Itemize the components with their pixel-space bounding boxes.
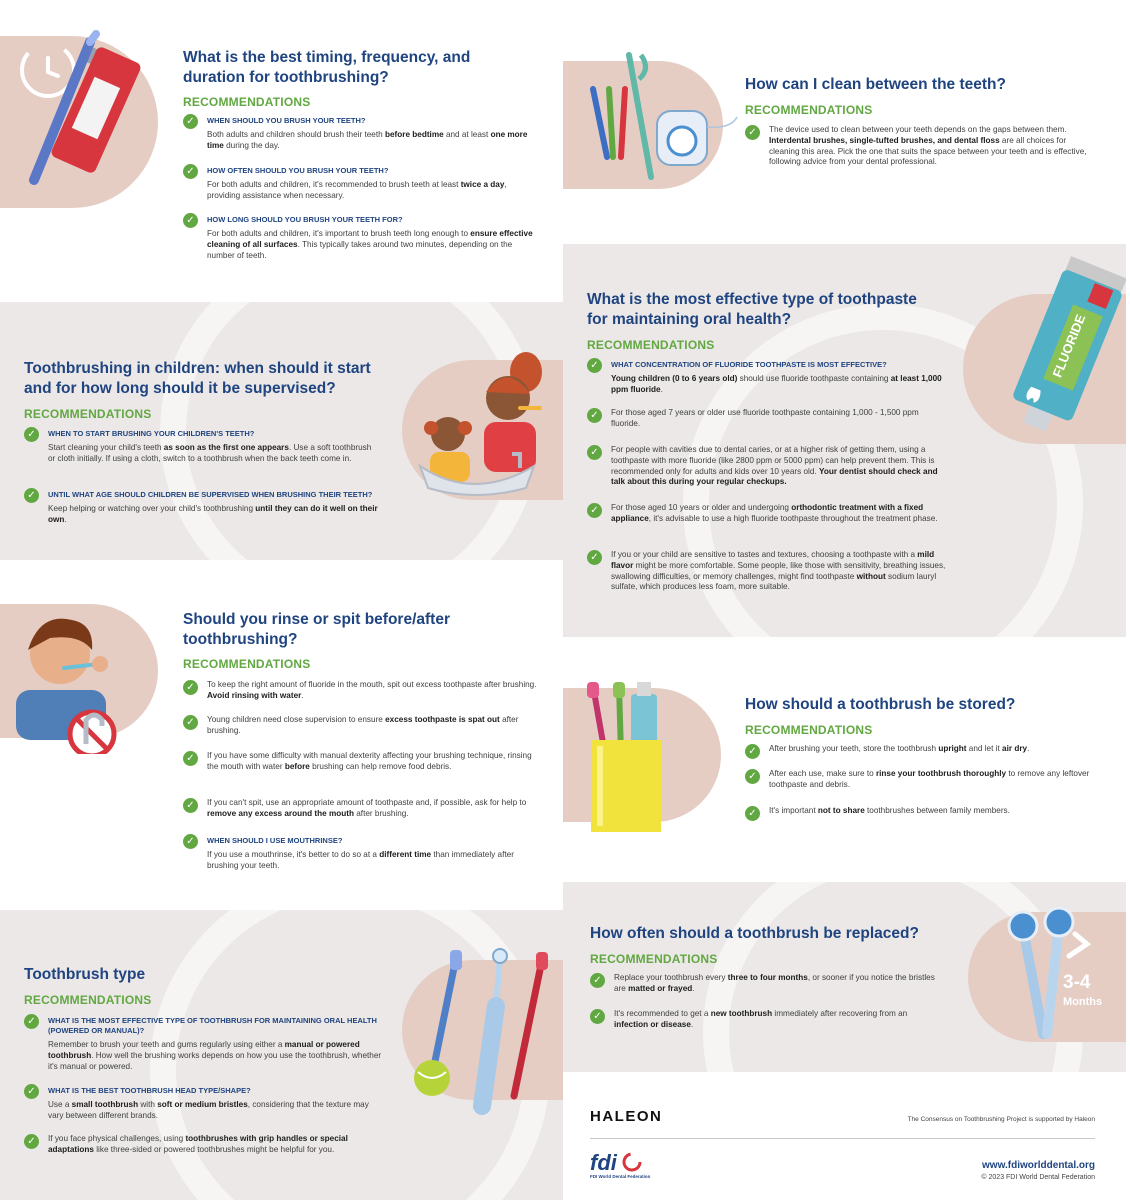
check-icon: ✓ — [587, 358, 602, 373]
item-text: Young children (0 to 6 years old) should use fluoride toothpaste containing at least 1,000 ppm fluoride. — [611, 374, 942, 394]
type-item-3 — [24, 1134, 384, 1156]
item-subheading: WHEN SHOULD I USE MOUTHRINSE? — [207, 836, 343, 845]
panel-children — [0, 302, 563, 560]
timing-recommendations-label: RECOMMENDATIONS — [183, 95, 311, 109]
item-text: Remember to brush your teeth and gums regularly using either a manual or powered toothbrush. How well the brushing works depends on how you use the toothbrush, whether it's manual or powered. — [48, 1040, 382, 1071]
toothbrush-types-illustration — [410, 946, 560, 1126]
timing-item-1 — [183, 114, 533, 152]
between-item-1 — [745, 125, 1095, 168]
rinse-item-4 — [183, 798, 539, 820]
check-icon: ✓ — [183, 834, 198, 849]
fluoride-toothpaste-illustration — [1003, 256, 1126, 446]
check-icon: ✓ — [590, 973, 605, 988]
item-text: If you or your child are sensitive to tastes and textures, choosing a toothpaste with a mild flavor might be more comfortable. Some people, like those with sensitivity, breathing issues, swallowing difficulties, or memory challenges, might find toothpaste without sodium lauryl sulfate, which produces less foam, more suitable. — [611, 550, 946, 592]
item-text: To keep the right amount of fluoride in the mouth, spit out excess toothpaste after brushing. Avoid rinsing with water. — [207, 680, 537, 700]
check-icon: ✓ — [590, 1009, 605, 1024]
check-icon: ✓ — [587, 503, 602, 518]
replaced-recommendations-label: RECOMMENDATIONS — [590, 952, 718, 966]
stored-title: How should a toothbrush be stored? — [745, 696, 1016, 713]
item-text: It's recommended to get a new toothbrush immediately after recovering from an infection or disease. — [614, 1009, 908, 1029]
check-icon: ✓ — [183, 680, 198, 695]
tube-label: FLUORIDE — [1049, 312, 1089, 380]
item-text: For those aged 7 years or older use fluoride toothpaste containing 1,000 - 1,500 ppm fluoride. — [611, 408, 919, 428]
item-subheading: WHAT IS THE MOST EFFECTIVE TYPE OF TOOTHBRUSH FOR MAINTAINING ORAL HEALTH (POWERED OR MANUAL)? — [48, 1016, 377, 1035]
item-text: For those aged 10 years or older and undergoing orthodontic treatment with a fixed appliance, it's advisable to use a high fluoride toothpaste throughout the treatment phase. — [611, 503, 938, 523]
rinse-item-3 — [183, 751, 539, 773]
toothpaste-item-5 — [587, 550, 947, 593]
item-subheading: HOW OFTEN SHOULD YOU BRUSH YOUR TEETH? — [207, 166, 389, 175]
replaced-item-1 — [590, 973, 940, 995]
check-icon: ✓ — [183, 213, 198, 228]
item-text: After each use, make sure to rinse your toothbrush thoroughly to remove any leftover toothpaste and debris. — [769, 769, 1090, 789]
item-text: After brushing your teeth, store the toothbrush upright and let it air dry. — [769, 744, 1030, 753]
check-icon: ✓ — [183, 798, 198, 813]
timing-item-2 — [183, 164, 533, 202]
item-text: For people with cavities due to dental caries, or at a higher risk of getting them, using a toothpaste with more fluoride (like 2800 ppm or 5000 ppm) can help prevent them. This is recommended only for adults and kids over 10 years old. Your dentist should check and talk about this during your regular checkups. — [611, 445, 938, 487]
toothpaste-title: What is the most effective type of toothpaste for maintaining oral health? — [587, 291, 917, 328]
children-item-2 — [24, 488, 380, 526]
stored-item-3 — [745, 806, 1095, 817]
check-icon: ✓ — [24, 1134, 39, 1149]
fdi-subtitle: FDI World Dental Federation — [590, 1174, 651, 1179]
haleon-logo: HALEON — [590, 1108, 663, 1125]
check-icon: ✓ — [183, 114, 198, 129]
check-icon: ✓ — [587, 445, 602, 460]
check-icon: ✓ — [587, 408, 602, 423]
item-text: Replace your toothbrush every three to four months, or sooner if you notice the bristles are matted or frayed. — [614, 973, 935, 993]
check-icon: ✓ — [183, 715, 198, 730]
item-text: If you use a mouthrinse, it's better to do so at a different time than immediately after brushing your teeth. — [207, 850, 514, 870]
item-subheading: WHAT IS THE BEST TOOTHBRUSH HEAD TYPE/SHAPE? — [48, 1086, 251, 1095]
check-icon: ✓ — [24, 1014, 39, 1029]
item-text: If you can't spit, use an appropriate amount of toothpaste and, if possible, ask for help to remove any excess around the mouth after brushing. — [207, 798, 527, 818]
rinse-item-5 — [183, 834, 539, 872]
item-text: Keep helping or watching over your child's toothbrushing until they can do it well on their own. — [48, 504, 378, 524]
toothbrush-cup-illustration — [583, 680, 693, 840]
panel-rinse — [0, 562, 563, 910]
item-subheading: WHAT CONCENTRATION OF FLUORIDE TOOTHPASTE IS MOST EFFECTIVE? — [611, 360, 887, 369]
parent-child-brushing-illustration — [404, 342, 563, 502]
check-icon: ✓ — [24, 427, 39, 442]
panel-toothpaste — [563, 244, 1126, 637]
item-text: For both adults and children, it's important to brush teeth long enough to ensure effective cleaning of all surfaces. This typically takes around two minutes, depending on the number of teeth. — [207, 229, 533, 260]
item-text: If you have some difficulty with manual dexterity affecting your brushing technique, rinsing the mouth with water before brushing can help remove food debris. — [207, 751, 532, 771]
rinse-item-2 — [183, 715, 539, 737]
replaced-title: How often should a toothbrush be replaced? — [590, 925, 919, 942]
check-icon: ✓ — [587, 550, 602, 565]
item-text: Use a small toothbrush with soft or medium bristles, considering that the texture may vary between different brands. — [48, 1100, 369, 1120]
rinse-recommendations-label: RECOMMENDATIONS — [183, 657, 311, 671]
stored-recommendations-label: RECOMMENDATIONS — [745, 723, 873, 737]
months-badge-unit: Months — [1063, 996, 1103, 1008]
timing-item-3 — [183, 213, 533, 261]
item-subheading: HOW LONG SHOULD YOU BRUSH YOUR TEETH FOR? — [207, 215, 403, 224]
item-text: Both adults and children should brush their teeth before bedtime and at least one more time during the day. — [207, 130, 528, 150]
toothpaste-item-4 — [587, 503, 947, 525]
fdi-logo-text: fdi — [590, 1150, 617, 1175]
item-text: It's important not to share toothbrushes between family members. — [769, 806, 1010, 815]
type-title: Toothbrush type — [24, 966, 146, 983]
timing-title: What is the best timing, frequency, and duration for toothbrushing? — [183, 49, 471, 86]
check-icon: ✓ — [24, 1084, 39, 1099]
panel-timing — [0, 0, 563, 300]
toothpaste-recommendations-label: RECOMMENDATIONS — [587, 338, 715, 352]
between-title: How can I clean between the teeth? — [745, 76, 1006, 93]
replaced-item-2 — [590, 1009, 940, 1031]
type-item-2 — [24, 1084, 384, 1122]
item-subheading: WHEN SHOULD YOU BRUSH YOUR TEETH? — [207, 116, 366, 125]
check-icon: ✓ — [745, 769, 760, 784]
panel-replaced — [563, 882, 1126, 1072]
footer-divider — [590, 1138, 1095, 1139]
toothbrush-toothpaste-illustration — [10, 30, 180, 200]
item-text: Young children need close supervision to ensure excess toothpaste is spat out after brushing. — [207, 715, 519, 735]
check-icon: ✓ — [745, 806, 760, 821]
stored-item-1 — [745, 744, 1095, 755]
type-item-1 — [24, 1014, 384, 1072]
check-icon: ✓ — [183, 751, 198, 766]
footer — [563, 1074, 1126, 1200]
check-icon: ✓ — [24, 488, 39, 503]
panel-between-teeth — [563, 5, 1126, 243]
item-text: If you face physical challenges, using toothbrushes with grip handles or special adaptations like three-sided or powered toothbrushes might be helpful for you. — [48, 1134, 348, 1154]
stored-item-2 — [745, 769, 1095, 791]
check-icon: ✓ — [745, 744, 760, 759]
item-subheading: WHEN TO START BRUSHING YOUR CHILDREN'S TEETH? — [48, 429, 255, 438]
fdi-swoosh-icon — [621, 1151, 643, 1173]
rinse-title: Should you rinse or spit before/after toothbrushing? — [183, 611, 450, 648]
type-recommendations-label: RECOMMENDATIONS — [24, 993, 152, 1007]
children-recommendations-label: RECOMMENDATIONS — [24, 407, 152, 421]
boy-brushing-no-rinse-illustration — [10, 594, 160, 754]
children-item-1 — [24, 427, 380, 465]
check-icon: ✓ — [745, 125, 760, 140]
fdi-website-link[interactable]: www.fdiworlddental.org — [982, 1160, 1095, 1171]
between-recommendations-label: RECOMMENDATIONS — [745, 103, 873, 117]
item-text: The device used to clean between your teeth depends on the gaps between them. Interdental brushes, single-tufted brushes, and dental floss are all choices for cleaning this area. Pick the one that suits the space between your teeth and is effective, following advice from your dental professional. — [769, 125, 1087, 167]
toothpaste-item-2 — [587, 408, 947, 430]
panel-stored — [563, 640, 1126, 880]
children-title: Toothbrushing in children: when should it start and for how long should it be supervised? — [24, 360, 371, 397]
check-icon: ✓ — [183, 164, 198, 179]
rinse-item-1 — [183, 680, 539, 702]
item-text: For both adults and children, it's recommended to brush teeth at least twice a day, providing assistance when necessary. — [207, 180, 507, 200]
toothpaste-item-3 — [587, 445, 947, 488]
fdi-logo — [590, 1150, 650, 1179]
supported-by-text: The Consensus on Toothbrushing Project is supported by Haleon — [907, 1116, 1095, 1123]
copyright-text: © 2023 FDI World Dental Federation — [981, 1174, 1095, 1181]
interdental-brushes-floss-illustration — [581, 49, 741, 189]
months-badge-number: 3-4 — [1063, 972, 1091, 993]
item-text: Start cleaning your child's teeth as soon as the first one appears. Use a soft toothbrush or cloth initially. If using a cloth, switch to a toothbrush when the back teeth come in. — [48, 443, 372, 463]
panel-toothbrush-type — [0, 910, 563, 1200]
item-subheading: UNTIL WHAT AGE SHOULD CHILDREN BE SUPERVISED WHEN BRUSHING THEIR TEETH? — [48, 490, 373, 499]
toothpaste-item-1 — [587, 358, 947, 396]
